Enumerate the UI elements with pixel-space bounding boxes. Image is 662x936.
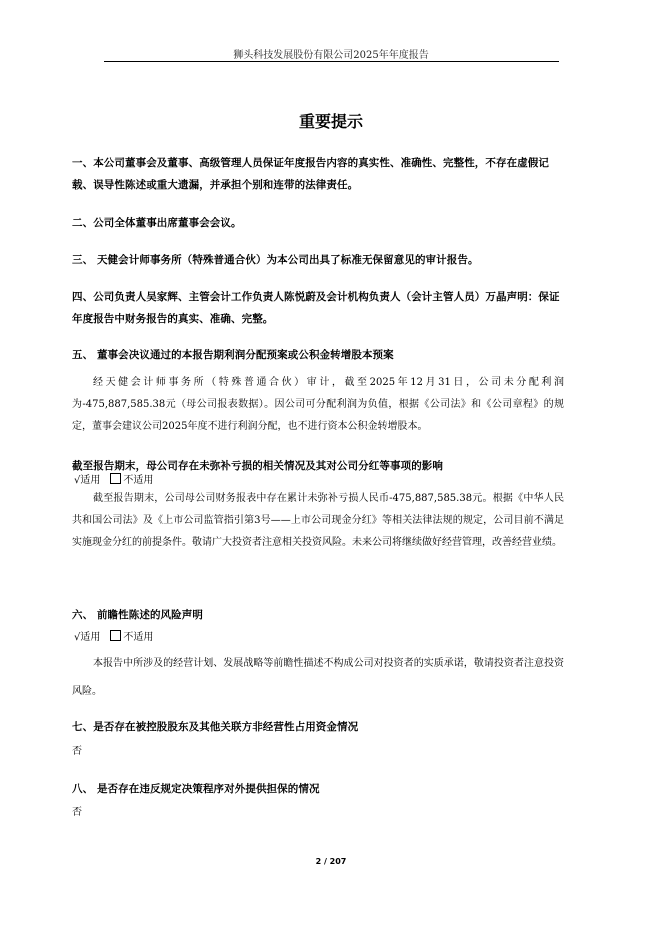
section-5-heading: 五、 董事会决议通过的本报告期利润分配预案或公积金转增股本预案	[72, 349, 394, 361]
not-applicable-option: 不适用	[123, 632, 154, 643]
section-6-heading: 六、 前瞻性陈述的风险声明	[72, 609, 203, 621]
section-3-heading: 三、 天健会计师事务所（特殊普通合伙）为本公司出具了标准无保留意见的审计报告。	[72, 254, 479, 266]
section-2-heading: 二、公司全体董事出席董事会会议。	[72, 217, 242, 229]
loss-impact-heading: 截至报告期末，母公司存在未弥补亏损的相关情况及其对公司分红等事项的影响	[72, 460, 443, 472]
header-divider	[104, 61, 559, 62]
checkbox-icon	[110, 630, 121, 641]
s6-applicability	[74, 630, 153, 645]
running-header: 狮头科技发展股份有限公司2025年年度报告	[233, 50, 429, 61]
page-number: 2 / 207	[315, 857, 347, 866]
applicable-option: √适用	[74, 632, 101, 643]
loss-applicability	[74, 473, 153, 488]
section-5-body: 经天健会计师事务所（特殊普通合伙）审计，截至2025年12月31日，公司未分配利润为-475,887,585.38元（母公司报表数据）。因公司可分配利润为负值，根据《公司法》和《公司章程》的规定，董事会建议公司2025年度不进行利润分配，也不进行资本公积金转增股本。	[72, 377, 564, 432]
applicable-option: √适用	[74, 475, 101, 486]
checkbox-icon	[110, 473, 121, 484]
section-4-heading: 四、公司负责人吴家辉、主管会计工作负责人陈悦蔚及会计机构负责人（会计主管人员）万晶声明：保证年度报告中财务报告的真实、准确、完整。	[72, 291, 560, 325]
section-1-heading: 一、本公司董事会及董事、高级管理人员保证年度报告内容的真实性、准确性、完整性，不存在虚假记载、误导性陈述或重大遗漏，并承担个别和连带的法律责任。	[72, 157, 549, 191]
section-8-heading: 八、 是否存在违反规定决策程序对外提供担保的情况	[72, 783, 320, 795]
page-title: 重要提示	[298, 112, 363, 131]
not-applicable-option: 不适用	[123, 475, 154, 486]
section-7-answer: 否	[72, 746, 82, 757]
section-8-answer: 否	[72, 807, 82, 818]
section-7-heading: 七、是否存在被控股股东及其他关联方非经营性占用资金情况	[72, 721, 359, 733]
loss-impact-body: 截至报告期末，公司母公司财务报表中存在累计未弥补亏损人民币-475,887,585.38元。根据《中华人民共和国公司法》及《上市公司监管指引第3号——上市公司现金分红》等相关法律法规的规定，公司目前不满足实施现金分红的前提条件。敬请广大投资者注意相关投资风险。未来公司将继续做好经营管理，改善经营业绩。	[72, 493, 564, 548]
section-6-body: 本报告中所涉及的经营计划、发展战略等前瞻性描述不构成公司对投资者的实质承诺，敬请投资者注意投资风险。	[72, 658, 564, 697]
